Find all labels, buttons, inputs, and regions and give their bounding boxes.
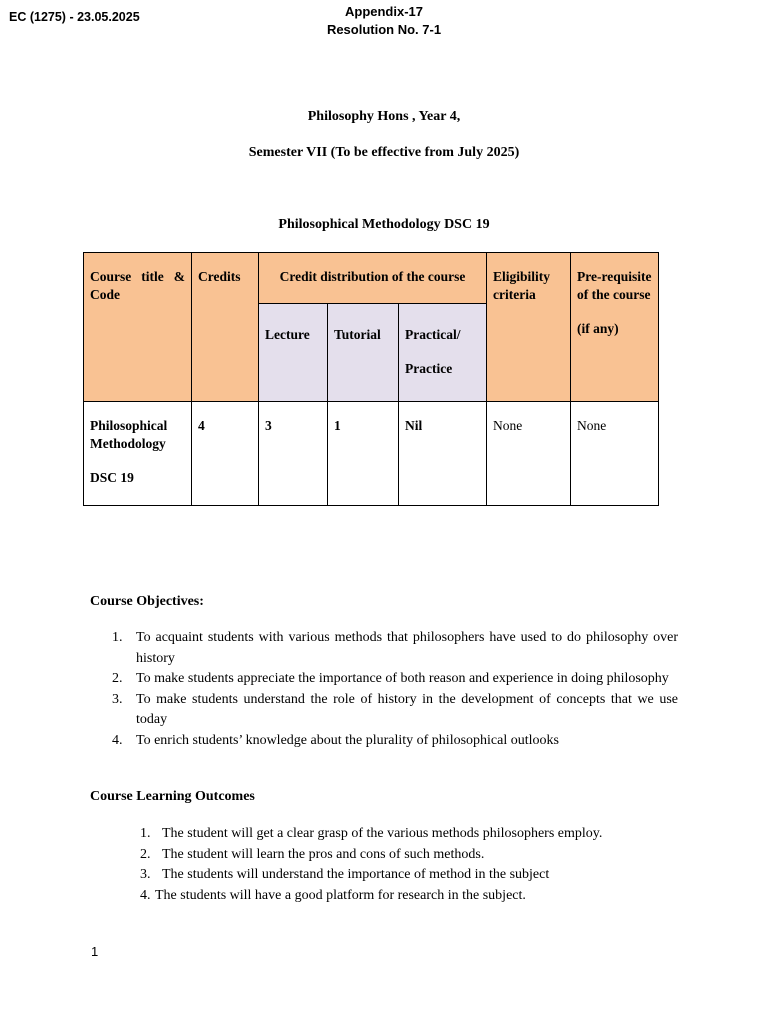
objective-text: To make students understand the role of history in the development of concepts that we use today (136, 691, 678, 727)
outcome-text: The students will have a good platform for research in the subject. (155, 887, 526, 903)
header-lecture-text: Lecture (265, 327, 310, 342)
course-code: DSC 19 (90, 470, 134, 485)
cell-course-name (84, 402, 192, 506)
objective-item (90, 628, 678, 669)
header-lecture (259, 304, 328, 402)
cell-tutorial (328, 402, 399, 506)
objective-text: To acquaint students with various methods that philosophers have used to do philosophy over history (136, 630, 678, 666)
outcome-number: 2. (140, 846, 151, 862)
header-prerequisite (571, 253, 659, 402)
outcome-item (140, 865, 680, 886)
header-prerequisite-note: (if any) (577, 321, 619, 336)
tutorial-value: 1 (334, 418, 341, 433)
header-eligibility-text: Eligibility criteria (493, 269, 551, 302)
header-practical-line2: Practice (405, 361, 453, 376)
cell-credits (192, 402, 259, 506)
header-credits (192, 253, 259, 402)
course-heading: Philosophical Methodology DSC 19 (278, 217, 490, 232)
page-number: 1 (91, 944, 99, 959)
outcome-text: The student will get a clear grasp of the various methods philosophers employ. (162, 826, 603, 841)
objective-item (90, 690, 678, 731)
header-prerequisite-text: Pre-requisite of the course (577, 269, 652, 302)
objective-number: 2. (112, 671, 123, 686)
outcomes-list (140, 824, 680, 906)
objective-item (90, 669, 678, 690)
objectives-list (90, 628, 678, 751)
outcome-text: The students will understand the importance of method in the subject (162, 867, 550, 882)
header-credit-distribution (259, 253, 487, 304)
resolution-label: Resolution No. 7-1 (326, 22, 442, 37)
outcome-item (140, 886, 680, 907)
eligibility-value: None (493, 418, 523, 433)
cell-practical (399, 402, 487, 506)
objective-number: 1. (112, 630, 123, 645)
cell-eligibility (487, 402, 571, 506)
credits-value: 4 (198, 418, 205, 433)
course-table (83, 252, 659, 506)
outcomes-heading: Course Learning Outcomes (90, 789, 255, 804)
header-practical (399, 304, 487, 402)
appendix-label: Appendix-17 (344, 4, 423, 19)
outcome-number: 3. (140, 867, 151, 882)
objective-number: 4. (112, 732, 123, 748)
header-course-title (84, 253, 192, 402)
header-eligibility (487, 253, 571, 402)
objective-text: To enrich students’ knowledge about the plurality of philosophical outlooks (136, 732, 559, 748)
outcome-item (140, 845, 680, 866)
outcome-number: 4. (140, 887, 151, 903)
appendix-header (0, 3, 768, 39)
cell-lecture (259, 402, 328, 506)
outcome-number: 1. (140, 826, 151, 841)
header-tutorial (328, 304, 399, 402)
program-title: Philosophy Hons , Year 4, (307, 109, 461, 124)
header-course-title-text: Course title & Code (90, 269, 185, 302)
objective-item (90, 731, 678, 752)
header-practical-line1: Practical/ (405, 327, 461, 342)
header-credits-text: Credits (198, 269, 241, 284)
objectives-heading: Course Objectives: (90, 594, 204, 609)
header-credit-distribution-text: Credit distribution of the course (279, 269, 466, 284)
outcome-text: The student will learn the pros and cons of such methods. (162, 846, 485, 862)
objective-number: 3. (112, 691, 123, 707)
objective-text: To make students appreciate the importance of both reason and experience in doing philosophy (136, 671, 669, 686)
outcome-item (140, 824, 680, 845)
header-tutorial-text: Tutorial (334, 327, 381, 342)
lecture-value: 3 (265, 418, 272, 433)
ec-reference: EC (1275) - 23.05.2025 (9, 10, 140, 24)
course-name: Philosophical Methodology (90, 418, 168, 451)
cell-prerequisite (571, 402, 659, 506)
prerequisite-value: None (577, 418, 607, 433)
semester-title: Semester VII (To be effective from July 2025) (248, 145, 520, 160)
practical-value: Nil (405, 418, 423, 433)
